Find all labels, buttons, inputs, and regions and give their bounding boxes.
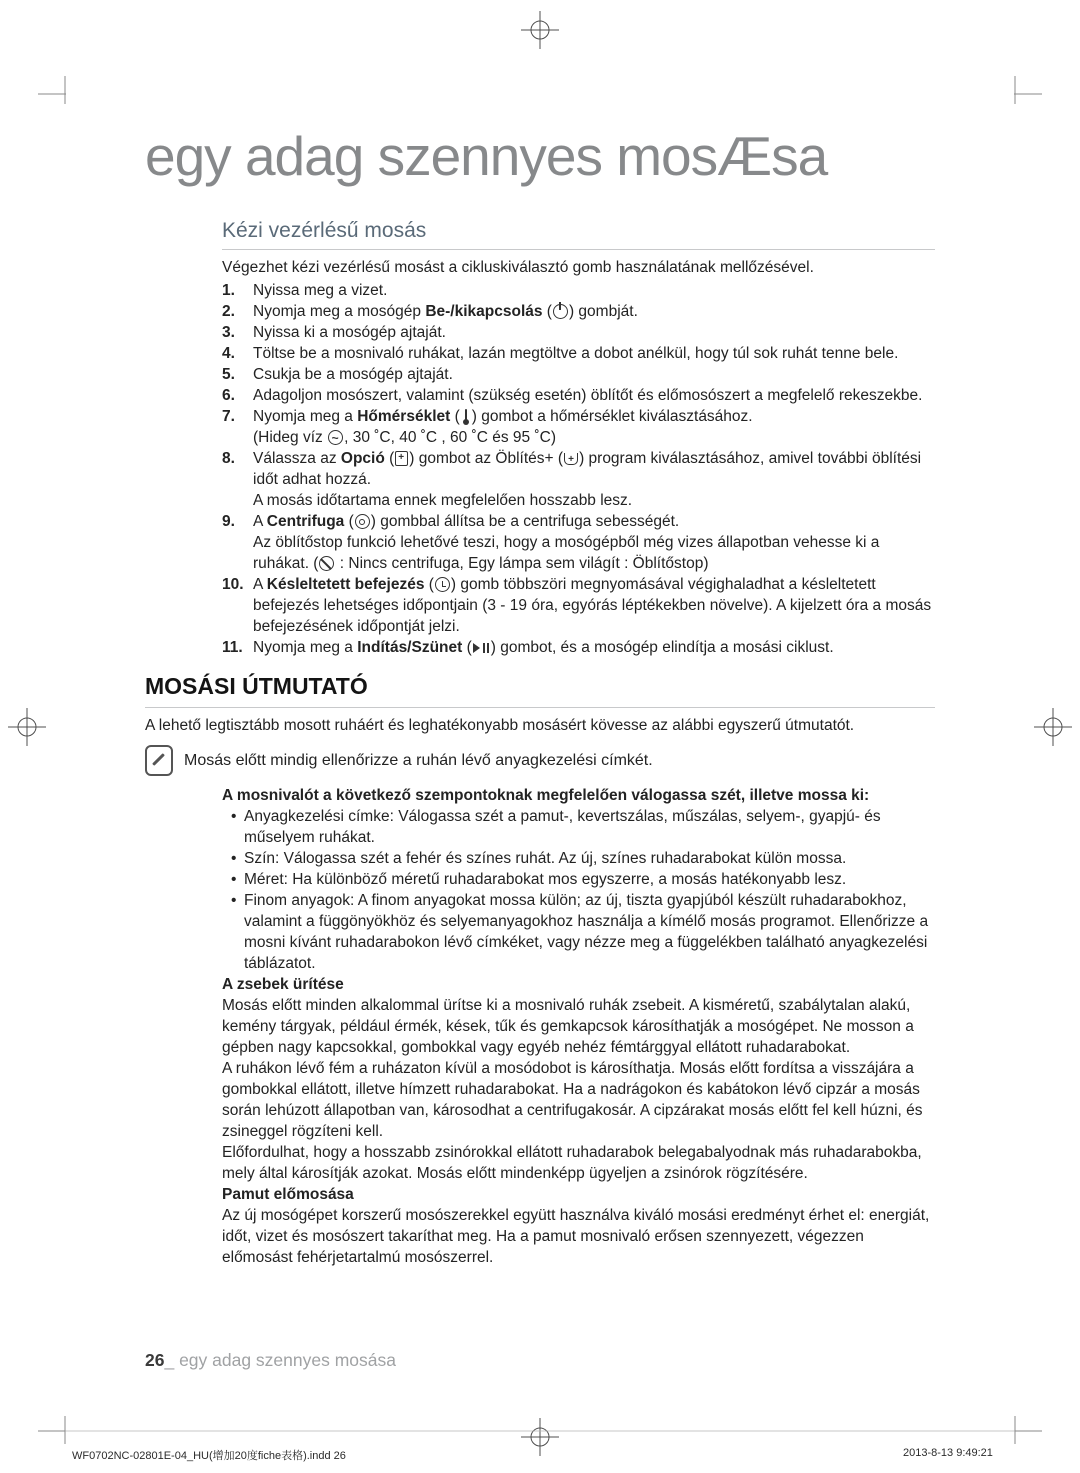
guide-block: Mosás előtt minden alkalommal ürítse ki a mosnivaló ruhák zsebeit. A kisméretű, szabálytalan alakú, kemény tárgyak, például érmék, kések, tűk és gemkapcsok károsíthatják a mosógépet. Ne mosson a gépben nagy kapcsokkal, gombokkal vagy egyéb nehéz fémtárggyal ellátott ruhadarabokat. [222,997,914,1056]
registration-mark-bottom-center [521,1418,559,1456]
step-number: 8. [222,450,235,467]
temperature-icon [461,409,471,425]
crop-mark-bottom-right [1014,1416,1042,1444]
step-text: Nyissa ki a mosógép ajtaját. [253,324,446,341]
bullet-item [222,869,935,890]
step-item [222,406,935,448]
bullet-text: Anyagkezelési címke: Válogassa szét a pamut-, kevertszálas, műszálas, selyem-, gyapjú- és műselyem ruhákat. [244,808,881,846]
bullet-marker: • [231,808,237,825]
washing-guide-intro: A lehető legtisztább mosott ruháért és leghatékonyabb mosásért kövesse az alábbi egyszerű útmutatót. [145,717,855,734]
delay-end-icon [435,577,450,592]
step-item [222,343,935,364]
guide-block: Az új mosógépet korszerű mosószerekkel együtt használva kiváló mosási eredményt érhet el: energiát, időt, vizet és mosószert takaríthat meg. Ha a pamut mosnivaló erősen szennyezett, végezzen előmosást fehérjetartalmú mosószerrel. [222,1207,930,1266]
step-item [222,574,935,637]
no-spin-icon [319,556,334,571]
guide-block: A zsebek ürítése [222,976,344,993]
step-number: 3. [222,324,235,341]
bullet-text: Szín: Válogassa szét a fehér és színes ruhát. Az új, színes ruhadarabokat külön mossa. [244,850,847,867]
step-number: 9. [222,513,235,530]
guide-block: Pamut előmosása [222,1186,354,1203]
step-text: A Centrifuga ( ) gombbal állítsa be a centrifuga sebességét. Az öblítőstop funkció lehetővé teszi, hogy a mosógépből még vizes állapotban vehesse ki a ruhákat. ( : Nincs centrifuga, Egy lámpa sem világít : Öblítőstop) [253,513,880,572]
step-text: Adagoljon mosószert, valamint (szükség esetén) öblítőt és előmosószert a megfelelő rekeszekbe. [253,387,923,404]
guide-block: Előfordulhat, hogy a hosszabb zsinórokkal ellátott ruhadarabok belegabalyodnak más ruhadarabokba, mely által károsítják azokat. Mosás előtt mindenképp ügyeljen a zsinórok rögzítésére. [222,1144,922,1182]
step-text: Nyomja meg a mosógép Be-/kikapcsolás ( ) gombját. [253,303,638,320]
section-heading-washing-guide: MOSÁSI ÚTMUTATÓ [145,673,368,699]
step-text: Csukja be a mosógép ajtaját. [253,366,453,383]
start-pause-icon [473,641,490,655]
cold-water-icon [328,430,343,445]
guide-block: A ruhákon lévő fém a ruházaton kívül a mosódobot is károsíthatja. Mosás előtt fordítsa a visszájára a gombokkal ellátott, illetve hímzett ruhadarabokat. Ha a nadrágokon és kabátokon lévő cipzár a mosás során lehúzott állapotban van, károsodhat a centrifugakosár. A cipzárakat mosás előtt fel kell húzni, és zsineggel rögzíteni kell. [222,1060,923,1140]
print-timestamp: 2013-8-13 9:49:21 [903,1447,993,1459]
sorting-bullet-list [222,806,935,974]
footer-chapter-label: _ egy adag szennyes mosása [164,1350,397,1370]
bullet-item [222,806,935,848]
bullet-item [222,890,935,974]
heading-divider [145,707,935,708]
bullet-item [222,848,935,869]
print-filename: WF0702NC-02801E-04_HU(增加20度fiche表格).indd 26 [72,1450,346,1462]
step-item [222,280,935,301]
spin-icon [355,514,370,529]
bullet-marker: • [231,850,237,867]
step-item [222,637,935,658]
step-text: A Késleltetett befejezés ( ) gomb többszöri megnyomásával végighaladhat a késleltetett befejezés lehetséges időpontjain (3 - 19 óra, egyórás léptékekben növelve). A kijelzett óra a mosás befejezésének időpontját jelzi. [253,576,932,635]
page-title: egy adag szennyes mosÆsa [145,125,828,187]
manual-wash-intro: Végezhet kézi vezérlésű mosást a cikluskiválasztó gomb használatának mellőzésével. [222,259,814,276]
step-item [222,322,935,343]
step-text: Válassza az Opció ( + ) gombot az Öblítés+ ( + ) program kiválasztásához, amivel további öblítési időt adhat hozzá. A mosás időtartama ennek megfelelően hosszabb lesz. [253,448,935,511]
footer-page-number: 26 [145,1350,165,1370]
bullet-text: Méret: Ha különböző méretű ruhadarabokat mos egyszerre, a mosás hatékonyabb lesz. [244,871,847,888]
step-number: 6. [222,387,235,404]
step-number: 4. [222,345,235,362]
bullet-marker: • [231,871,237,888]
step-text: Nyissa meg a vizet. [253,282,388,299]
step-text: Nyomja meg a Hőmérséklet ( ) gombot a hőmérséklet kiválasztásához. (Hideg víz ~, 30 ˚C, 40 ˚C , 60 ˚C és 95 ˚C) [253,406,935,448]
page-footer [145,1350,396,1371]
step-text: Töltse be a mosnivaló ruhákat, lazán megtöltve a dobot anélkül, hogy túl sok ruhát tenne bele. [253,345,899,362]
crop-mark-bottom-left [38,1416,66,1444]
guide-blocks [222,974,935,1268]
power-icon [553,304,568,319]
guide-body [222,785,935,1268]
step-item [222,511,935,574]
option-icon [395,451,408,466]
step-item [222,385,935,406]
note-pencil-icon [145,745,173,776]
note-row [145,745,935,776]
heading-divider [222,249,935,250]
note-text: Mosás előtt mindig ellenőrizze a ruhán lévő anyagkezelési címkét. [184,751,653,769]
step-text: Nyomja meg a Indítás/Szünet ( ) gombot, és a mosógép elindítja a mosási ciklust. [253,639,834,656]
rinse-plus-icon [564,453,578,465]
step-number: 10. [222,576,244,593]
step-item [222,448,935,511]
washing-guide-section [145,672,935,1268]
step-number: 2. [222,303,235,320]
step-number: 11. [222,639,243,656]
step-number: 1. [222,282,235,299]
sorting-heading: A mosnivalót a következő szempontoknak megfelelően válogassa szét, illetve mossa ki: [222,787,870,804]
bullet-text: Finom anyagok: A finom anyagokat mossa külön; az új, tiszta gyapjúból készült ruhadarabokhoz, valamint a függönyökhöz és selyemanyagokhoz használja a kímélő mosás programot. Ellenőrizze a mosni kívánt ruhadarabokon lévő címkéket, vagy nézze meg a függelékben található anyagkezelési táblázatot. [244,892,929,972]
step-item [222,364,935,385]
section-heading-manual-wash: Kézi vezérlésű mosás [222,219,427,242]
manual-wash-steps [222,280,935,658]
step-item [222,301,935,322]
step-number: 7. [222,408,235,425]
step-number: 5. [222,366,235,383]
bullet-marker: • [231,892,237,909]
manual-wash-section [222,218,935,658]
